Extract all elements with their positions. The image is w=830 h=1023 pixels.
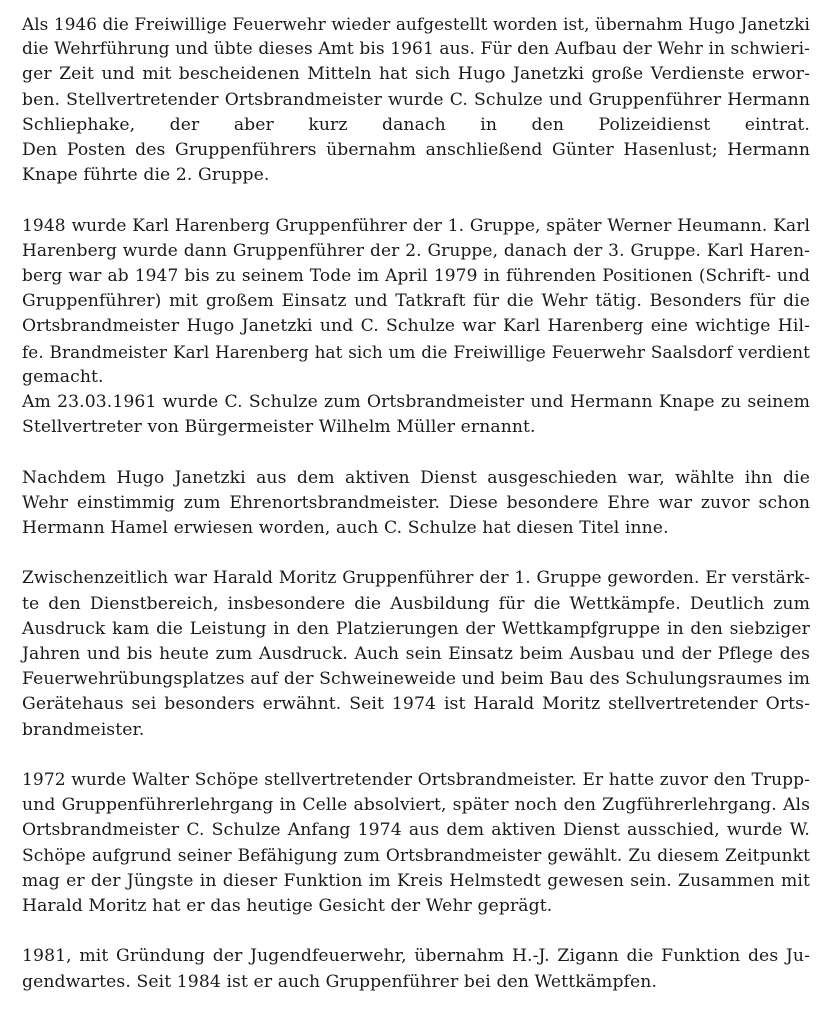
text-line: Knape führte die 2. Gruppe. bbox=[22, 165, 270, 186]
paragraph-list bbox=[22, 12, 810, 995]
text-line: gendwartes. Seit 1984 ist er auch Gruppenführer bei den Wettkämpfen. bbox=[22, 971, 658, 992]
text-line: Schliephake, der aber kurz danach in den Polizeidienst eintrat. bbox=[22, 114, 810, 135]
text-line: Stellvertreter von Bürgermeister Wilhelm Müller ernannt. bbox=[22, 417, 536, 438]
text-line: Schöpe aufgrund seiner Befähigung zum Ortsbrandmeister gewählt. Zu diesem Zeitpunkt bbox=[22, 845, 810, 866]
text-line: ger Zeit und mit bescheidenen Mitteln hat sich Hugo Janetzki große Verdienste erwor- bbox=[22, 64, 810, 85]
text-line: Wehr einstimmig zum Ehrenortsbrandmeister. Diese besondere Ehre war zuvor schon bbox=[22, 492, 810, 513]
text-line: Harenberg wurde dann Gruppenführer der 2. Gruppe, danach der 3. Gruppe. Karl Haren- bbox=[22, 240, 810, 261]
paragraph bbox=[22, 566, 810, 742]
text-line: 1981, mit Gründung der Jugendfeuerwehr, übernahm H.-J. Zigann die Funktion des Ju- bbox=[22, 946, 810, 967]
text-line: Ortsbrandmeister Hugo Janetzki und C. Schulze war Karl Harenberg eine wichtige Hil- bbox=[22, 316, 810, 337]
text-line: Nachdem Hugo Janetzki aus dem aktiven Dienst ausgeschieden war, wählte ihn die bbox=[22, 467, 810, 488]
text-line: Feuerwehrübungsplatzes auf der Schweineweide und beim Bau des Schulungsraumes im bbox=[22, 669, 811, 690]
paragraph bbox=[22, 12, 810, 188]
text-line: Ortsbrandmeister C. Schulze Anfang 1974 aus dem aktiven Dienst ausschied, wurde W. bbox=[22, 820, 810, 841]
text-line: Jahren und bis heute zum Ausdruck. Auch sein Einsatz beim Ausbau und der Pflege des bbox=[22, 644, 810, 665]
text-line: Hermann Hamel erwiesen worden, auch C. Schulze hat diesen Titel inne. bbox=[22, 518, 669, 539]
text-line: Am 23.03.1961 wurde C. Schulze zum Ortsbrandmeister und Hermann Knape zu seinem bbox=[22, 392, 810, 413]
document-page bbox=[22, 12, 810, 995]
text-line: Als 1946 die Freiwillige Feuerwehr wieder aufgestellt worden ist, übernahm Hugo Janetzki bbox=[22, 14, 810, 34]
text-line: gemacht. bbox=[22, 366, 104, 387]
text-line: fe. Brandmeister Karl Harenberg hat sich um die Freiwillige Feuerwehr Saalsdorf verdient bbox=[22, 341, 810, 362]
paragraph bbox=[22, 466, 810, 542]
text-line: te den Dienstbereich, insbesondere die Ausbildung für die Wettkämpfe. Deutlich zum bbox=[22, 593, 810, 614]
text-line: die Wehrführung und übte dieses Amt bis 1961 aus. Für den Aufbau der Wehr in schwieri- bbox=[22, 39, 810, 60]
text-line: mag er der Jüngste in dieser Funktion im Kreis Helmstedt gewesen sein. Zusammen mit bbox=[22, 870, 810, 891]
text-line: Ausdruck kam die Leistung in den Platzierungen der Wettkampfgruppe in den siebziger bbox=[22, 618, 810, 639]
text-line: Harald Moritz hat er das heutige Gesicht der Wehr geprägt. bbox=[22, 896, 553, 917]
text-line: Gruppenführer) mit großem Einsatz und Tatkraft für die Wehr tätig. Besonders für die bbox=[22, 291, 810, 312]
paragraph bbox=[22, 214, 810, 441]
paragraph bbox=[22, 944, 810, 994]
text-line: Zwischenzeitlich war Harald Moritz Gruppenführer der 1. Gruppe geworden. Er verstärk- bbox=[22, 568, 810, 589]
paragraph bbox=[22, 768, 810, 919]
text-line: 1948 wurde Karl Harenberg Gruppenführer der 1. Gruppe, später Werner Heumann. Karl bbox=[22, 215, 810, 236]
text-line: berg war ab 1947 bis zu seinem Tode im April 1979 in führenden Positionen (Schrift- und bbox=[22, 266, 810, 287]
text-line: Gerätehaus sei besonders erwähnt. Seit 1974 ist Harald Moritz stellvertretender Orts- bbox=[22, 694, 810, 715]
text-line: 1972 wurde Walter Schöpe stellvertretender Ortsbrandmeister. Er hatte zuvor den Trupp- bbox=[22, 770, 810, 791]
text-line: ben. Stellvertretender Ortsbrandmeister wurde C. Schulze und Gruppenführer Hermann bbox=[22, 89, 810, 110]
text-line: Den Posten des Gruppenführers übernahm anschließend Günter Hasenlust; Hermann bbox=[22, 140, 810, 161]
text-line: und Gruppenführerlehrgang in Celle absolviert, später noch den Zugführerlehrgang. Als bbox=[22, 795, 810, 816]
text-line: brandmeister. bbox=[22, 719, 145, 740]
